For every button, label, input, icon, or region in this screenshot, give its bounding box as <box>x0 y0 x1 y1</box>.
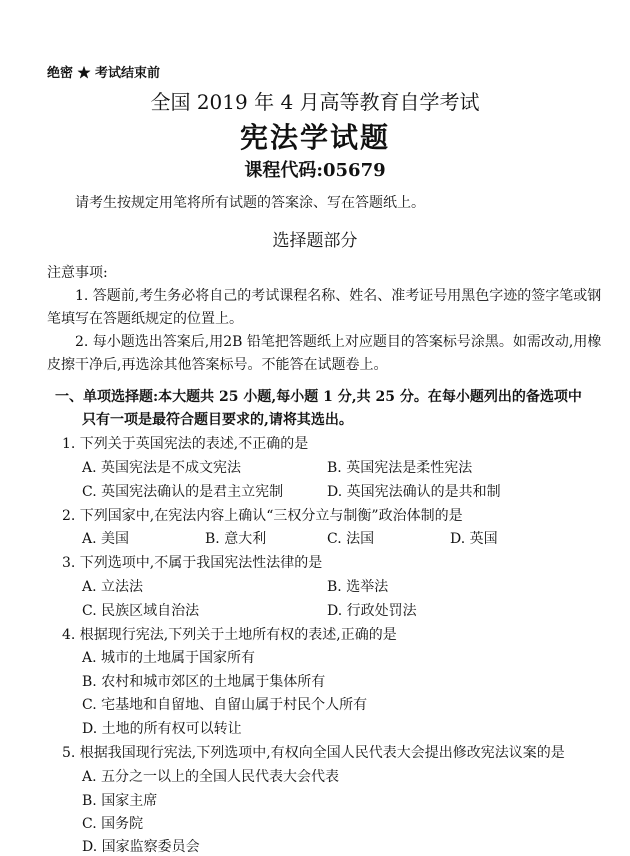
option: A. 美国 <box>82 531 130 547</box>
option: C. 法国 <box>327 531 375 547</box>
note-item: 1. 答题前,考生务必将自己的考试课程名称、姓名、准考证号用黑色字迹的签字笔或钢笔填写在答题纸规定的位置上。 <box>47 288 602 327</box>
secret-label: 绝密 ★ 考试结束前 <box>47 66 161 81</box>
course-code: 课程代码:05679 <box>244 160 386 181</box>
option: B. 国家主席 <box>82 793 158 809</box>
option: C. 英国宪法确认的是君主立宪制 <box>82 484 284 500</box>
question-stem: 1. 下列关于英国宪法的表述,不正确的是 <box>62 436 309 452</box>
option: D. 国家监察委员会 <box>82 839 200 855</box>
section-title: 选择题部分 <box>272 231 358 251</box>
subject-title: 宪法学试题 <box>239 121 390 154</box>
option: B. 选举法 <box>327 579 389 595</box>
option: A. 立法法 <box>82 579 144 595</box>
option: C. 宅基地和自留地、自留山属于村民个人所有 <box>82 697 368 713</box>
option: B. 意大利 <box>205 531 267 547</box>
option: A. 英国宪法是不成文宪法 <box>82 460 242 476</box>
option: D. 行政处罚法 <box>327 603 417 619</box>
instruction-text: 请考生按规定用笔将所有试题的答案涂、写在答题纸上。 <box>75 195 425 211</box>
question-stem: 4. 根据现行宪法,下列关于土地所有权的表述,正确的是 <box>62 627 397 643</box>
option: D. 土地的所有权可以转让 <box>82 721 242 737</box>
option: A. 城市的土地属于国家所有 <box>82 650 256 666</box>
part-heading-cont: 只有一项是最符合题目要求的,请将其选出。 <box>82 412 353 428</box>
exam-title: 全国 2019 年 4 月高等教育自学考试 <box>150 90 480 114</box>
option: A. 五分之一以上的全国人民代表大会代表 <box>82 769 340 785</box>
question-stem: 3. 下列选项中,不属于我国宪法性法律的是 <box>62 555 323 571</box>
option: B. 农村和城市郊区的土地属于集体所有 <box>82 674 326 690</box>
option: C. 民族区域自治法 <box>82 603 200 619</box>
option: D. 英国宪法确认的是共和制 <box>327 484 501 500</box>
option: B. 英国宪法是柔性宪法 <box>327 460 473 476</box>
notes-heading: 注意事项: <box>47 265 108 281</box>
note-item: 2. 每小题选出答案后,用2B 铅笔把答题纸上对应题目的答案标号涂黑。如需改动,用橡皮擦干净后,再选涂其他答案标号。不能答在试题卷上。 <box>47 334 602 373</box>
option: C. 国务院 <box>82 816 144 832</box>
question-stem: 2. 下列国家中,在宪法内容上确认“三权分立与制衡”政治体制的是 <box>62 508 463 524</box>
option: D. 英国 <box>450 531 498 547</box>
part-heading: 一、单项选择题:本大题共 25 小题,每小题 1 分,共 25 分。在每小题列出的备选项中 <box>55 389 582 405</box>
question-stem: 5. 根据我国现行宪法,下列选项中,有权向全国人民代表大会提出修改宪法议案的是 <box>62 745 565 761</box>
